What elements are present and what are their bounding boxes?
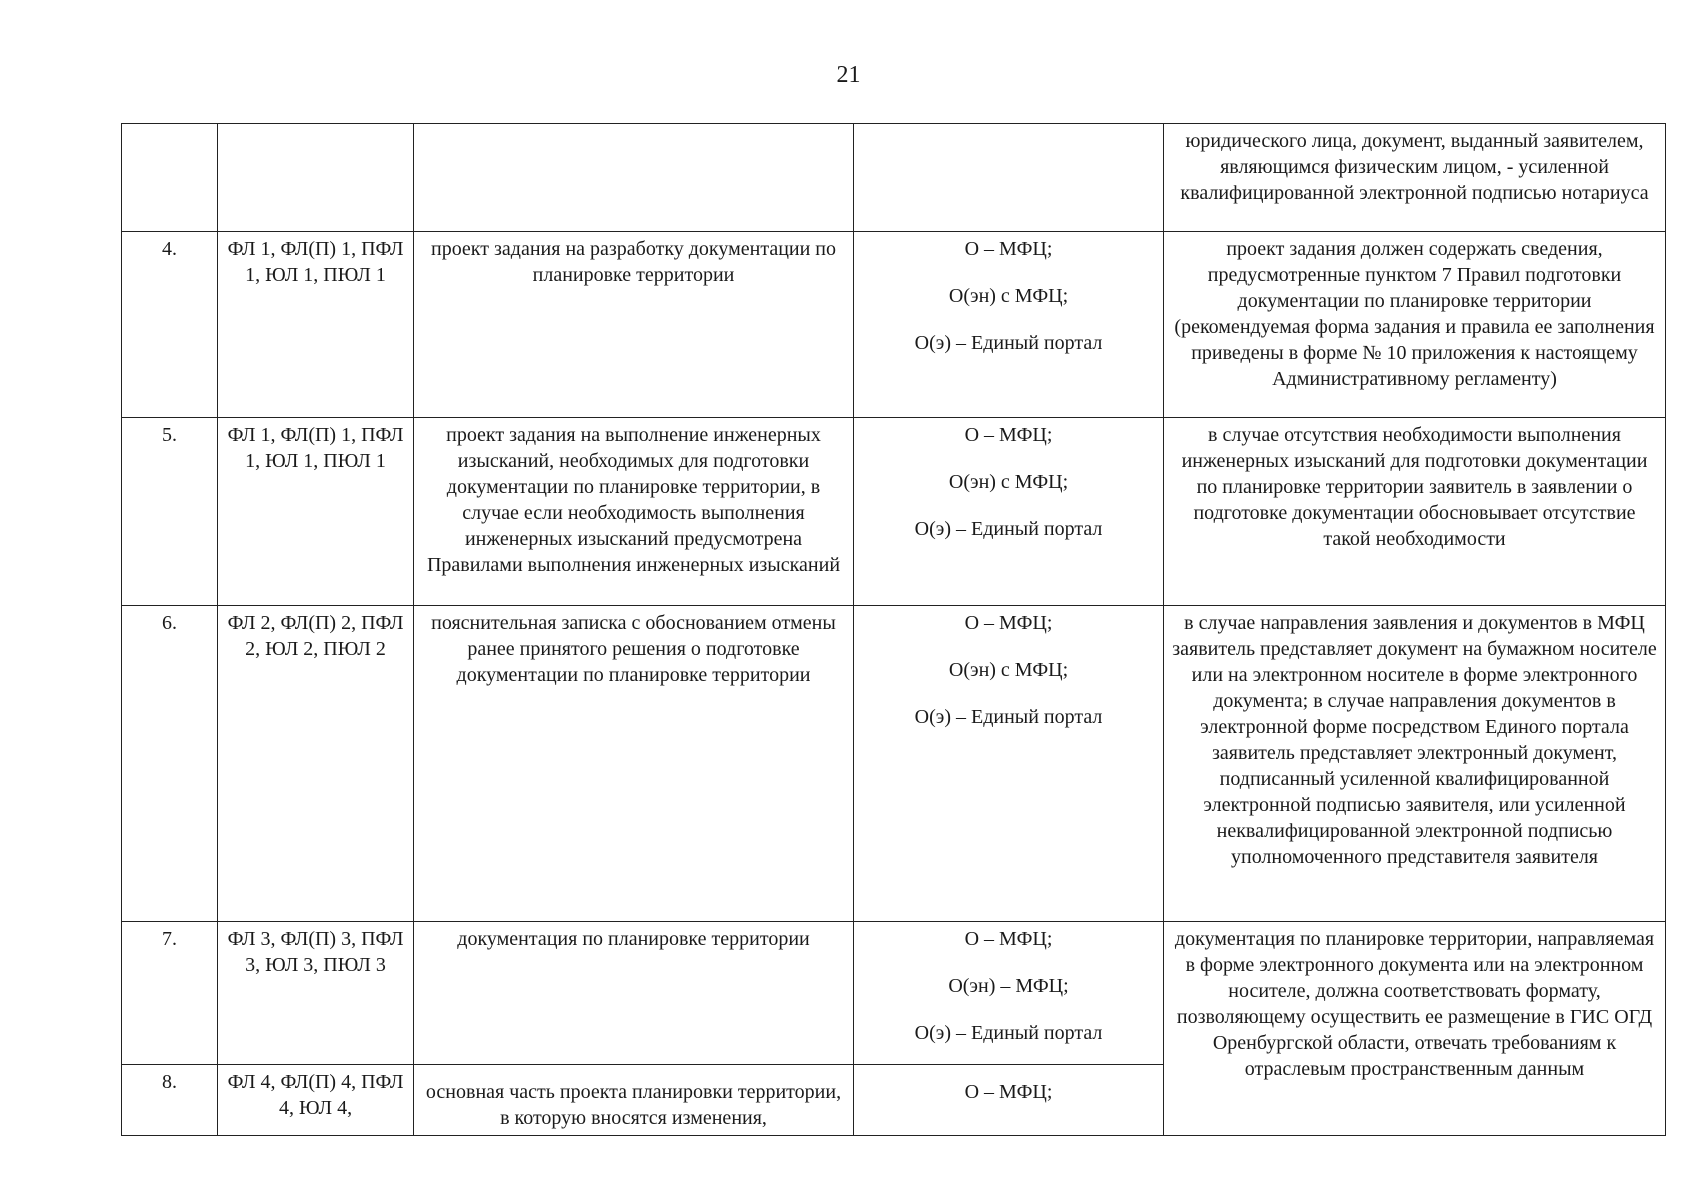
- table-row: [122, 124, 1666, 232]
- table-row: [122, 606, 1666, 922]
- note-cell: в случае направления заявления и документов в МФЦ заявитель представляет документ на бумажном носителе или на электронном носителе в форме электронного документа; в случае направления документов в электронной форме посредством Единого портала заявитель представляет электронный документ, подписанный усиленной квалифицированной электронной подписью заявителя, или усиленной неквалифицированной электронной подписью уполномоченного представителя заявителя: [1164, 606, 1666, 922]
- submission-form-line: О(э) – Единый портал: [914, 706, 1103, 728]
- applicants-cell: ФЛ 1, ФЛ(П) 1, ПФЛ 1, ЮЛ 1, ПЮЛ 1: [218, 418, 414, 606]
- submission-form-cell: [854, 922, 1164, 1065]
- submission-form-line: О – МФЦ;: [964, 238, 1053, 260]
- row-number-cell: 8.: [122, 1065, 218, 1136]
- document-cell: документация по планировке территории: [414, 922, 854, 1065]
- submission-form-line: О – МФЦ;: [964, 1081, 1053, 1103]
- submission-form-line: О – МФЦ;: [964, 612, 1053, 634]
- applicants-cell: ФЛ 2, ФЛ(П) 2, ПФЛ 2, ЮЛ 2, ПЮЛ 2: [218, 606, 414, 922]
- submission-form-cell: [854, 232, 1164, 418]
- submission-form-line: О(э) – Единый портал: [914, 1022, 1103, 1044]
- note-cell: документация по планировке территории, направляемая в форме электронного документа или на электронном носителе, должна соответствовать формату, позволяющему осуществить ее размещение в ГИС ОГД Оренбургской области, отвечать требованиям к отраслевым пространственным данным: [1164, 922, 1666, 1136]
- document-cell: проект задания на выполнение инженерных изысканий, необходимых для подготовки документации по планировке территории, в случае если необходимость выполнения инженерных изысканий предусмотрена Правилами выполнения инженерных изысканий: [414, 418, 854, 606]
- page-number: 21: [836, 62, 861, 88]
- document-cell: пояснительная записка с обоснованием отмены ранее принятого решения о подготовке документации по планировке территории: [414, 606, 854, 922]
- submission-form-line: О(эн) – МФЦ;: [948, 975, 1069, 997]
- row-number-cell: 4.: [122, 232, 218, 418]
- row-number-cell: 7.: [122, 922, 218, 1065]
- document-cell: основная часть проекта планировки территории, в которую вносятся изменения,: [414, 1065, 854, 1136]
- note-cell: проект задания должен содержать сведения, предусмотренные пунктом 7 Правил подготовки документации по планировке территории (рекомендуемая форма задания и правила ее заполнения приведены в форме № 10 приложения к настоящему Административному регламенту): [1164, 232, 1666, 418]
- document-cell: проект задания на разработку документации по планировке территории: [414, 232, 854, 418]
- submission-form-cell: [854, 606, 1164, 922]
- table-row: [122, 922, 1666, 1065]
- note-cell: в случае отсутствия необходимости выполнения инженерных изысканий для подготовки документации по планировке территории заявитель в заявлении о подготовке документации обосновывает отсутствие такой необходимости: [1164, 418, 1666, 606]
- applicants-cell: [218, 124, 414, 232]
- applicants-cell: ФЛ 3, ФЛ(П) 3, ПФЛ 3, ЮЛ 3, ПЮЛ 3: [218, 922, 414, 1065]
- submission-form-line: О – МФЦ;: [964, 928, 1053, 950]
- table-row: [122, 232, 1666, 418]
- row-number-cell: [122, 124, 218, 232]
- submission-form-line: О – МФЦ;: [964, 424, 1053, 446]
- note-cell: юридического лица, документ, выданный заявителем, являющимся физическим лицом, - усиленной квалифицированной электронной подписью нотариуса: [1164, 124, 1666, 232]
- row-number-cell: 5.: [122, 418, 218, 606]
- submission-form-line: О(эн) с МФЦ;: [948, 659, 1069, 681]
- submission-form-line: О(э) – Единый портал: [914, 332, 1103, 354]
- submission-form-cell: [854, 418, 1164, 606]
- submission-form-line: О(эн) с МФЦ;: [948, 285, 1069, 307]
- submission-form-cell: [854, 124, 1164, 232]
- table-row: [122, 418, 1666, 606]
- submission-form-cell: [854, 1065, 1164, 1136]
- submission-form-line: О(эн) с МФЦ;: [948, 471, 1069, 493]
- documents-table: [121, 123, 1666, 1136]
- row-number-cell: 6.: [122, 606, 218, 922]
- applicants-cell: ФЛ 1, ФЛ(П) 1, ПФЛ 1, ЮЛ 1, ПЮЛ 1: [218, 232, 414, 418]
- applicants-cell: ФЛ 4, ФЛ(П) 4, ПФЛ 4, ЮЛ 4,: [218, 1065, 414, 1136]
- submission-form-line: О(э) – Единый портал: [914, 518, 1103, 540]
- document-cell: [414, 124, 854, 232]
